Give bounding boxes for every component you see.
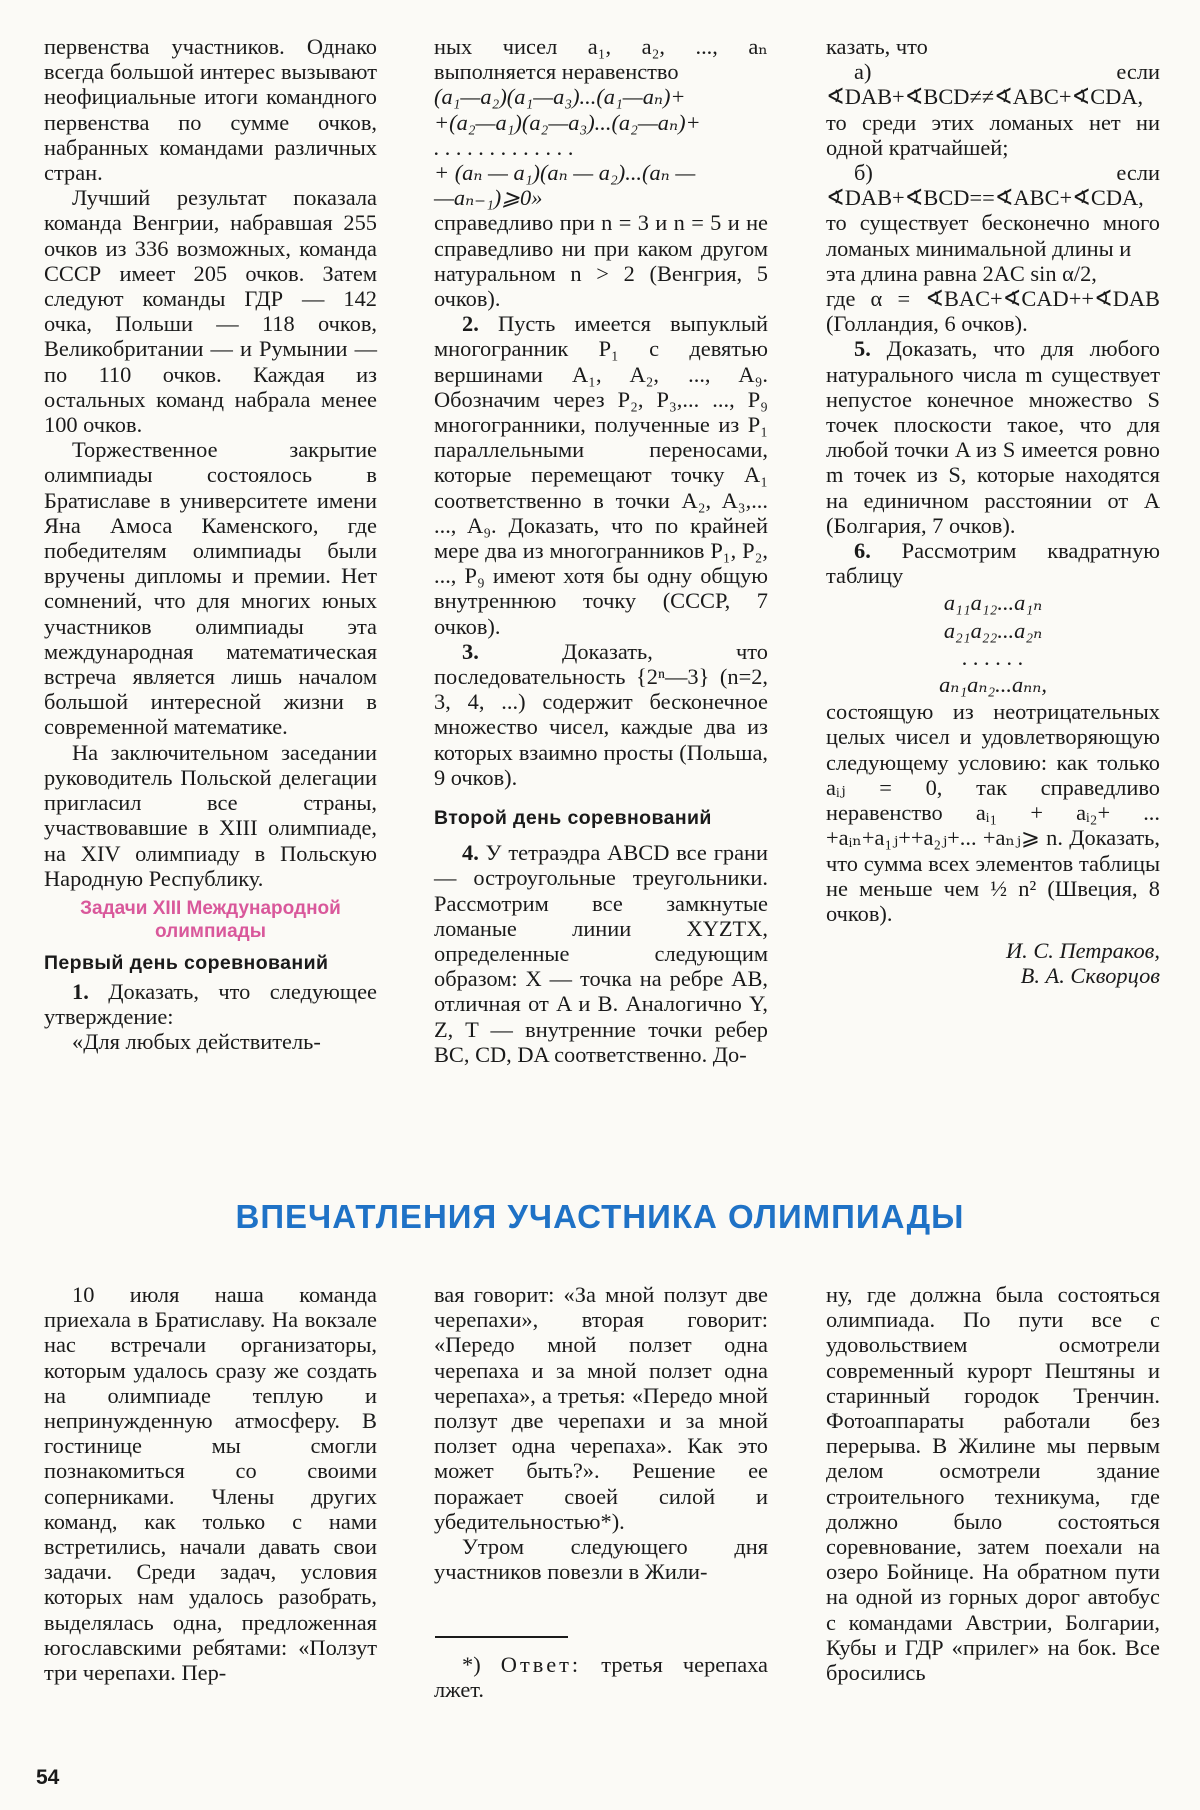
column-2 xyxy=(434,34,768,1067)
length-formula: эта длина равна 2AC sin α/2, xyxy=(826,260,1097,286)
footnote-divider xyxy=(435,1636,568,1638)
footnote-text: третья черепаха лжет. xyxy=(434,1652,768,1703)
paragraph: вая говорит: «За мной ползут две черепахи», вторая говорит: «Передо мной ползет одна черепаха и за мной ползет одна черепаха», а третья: «Передо мной ползут две черепахи и за мной ползет одна черепаха». Как это может быть?». Решение ее поражает своей силой и убедительностью*). xyxy=(434,1282,768,1534)
problem-number: 4. xyxy=(462,840,479,866)
article-column-1 xyxy=(44,1282,377,1685)
matrix-row: a₁₁a₁₂...a₁ₙ xyxy=(943,590,1043,616)
problem-text: Доказать, что для любого натурального числа m существует непустое конечное множество S точек плоскости такое, что для любой точки A из S имеется ровно m точек из S, которые находятся на единичном расстоянии от A (Болгария, 7 очков). xyxy=(826,336,1160,538)
day-heading: Второй день соревнований xyxy=(434,807,712,830)
paragraph: 10 июля наша команда приехала в Братиславу. На вокзале нас встречали организаторы, которым удалось сразу же создать на олимпиаде теплую и непринужденную атмосферу. В гостинице мы смогли познакомиться со своими соперниками. Члены других команд, как только с нами встретились, начали давать свои задачи. Среди задач, условия которых нам удалось разобрать, выделялась одна, предложенная югославскими ребятами: «Ползут три черепахи. Пер- xyxy=(44,1282,377,1686)
problem-1-end: справедливо при n = 3 и n = 5 и не справедливо ни при каком другом натуральном n > 2 (Венгрия, 5 очков). xyxy=(434,210,768,312)
paragraph: ну, где должна была состояться олимпиада. По пути все с удовольствием осмотрели современный курорт Пештяны и старинный городок Тренчин. Фотоаппараты работали без перерыва. В Жилине мы первым делом осмотрели здание строительного техникума, где должно было состояться соревнование, затем поехали на озеро Бойнице. На обратном пути на одной из горных дорог автобус с командами Австрии, Болгарии, Кубы и ГДР «прилег» на бок. Все бросились xyxy=(826,1282,1160,1686)
problem-text: Доказать, что следующее утверждение: xyxy=(44,978,377,1030)
equation-line: . . . . . . . . . . . . . xyxy=(434,134,574,160)
problem-4-case-b: б) если ∢DAB+∢BCD==∢ABC+∢CDA, то существует бесконечно много ломаных минимальной длины и xyxy=(826,160,1160,261)
problem-1-continued: ных чисел a₁, a₂, ..., aₙ выполняется неравенство xyxy=(434,34,768,85)
paragraph: Торжественное закрытие олимпиады состоялось в Братиславе в университете имени Яна Амоса Каменского, где победителям олимпиады были вручены дипломы и премии. Нет сомнений, что для многих юных участников олимпиады эта международная математическая встреча является лишь началом большой интересной жизни в современной математике. xyxy=(44,437,377,740)
angle-definition: где α = ∢BAC+∢CAD++∢DAB (Голландия, 6 очков). xyxy=(826,286,1160,337)
article-title: ВПЕЧАТЛЕНИЯ УЧАСТНИКА ОЛИМПИАДЫ xyxy=(235,1198,965,1235)
paragraph: Лучший результат показала команда Венгрии, набравшая 255 очков из 336 возможных, команда СССР имеет 205 очков. Затем следуют команды ГДР — 142 очка, Польши — 118 очков, Великобритании — и Румынии — по 110 очков. Каждая из остальных команд набрала менее 100 очков. xyxy=(44,185,377,438)
problem-6 xyxy=(826,538,1160,588)
problem-number: 3. xyxy=(462,638,479,664)
problem-4-continued: казать, что xyxy=(826,34,928,59)
matrix-row: aₙ₁aₙ₂...aₙₙ, xyxy=(939,672,1047,698)
problem-number: 2. xyxy=(462,311,479,337)
footnote xyxy=(434,1652,768,1702)
day-heading: Первый день соревнований xyxy=(44,951,329,974)
problem-text: Рассмотрим квадратную таблицу xyxy=(826,538,1160,589)
column-1 xyxy=(44,34,377,1055)
footnote-mark: *) xyxy=(462,1652,501,1677)
problem-number: 5. xyxy=(854,336,871,362)
equation-line: +(a₂—a₁)(a₂—a₃)...(a₂—aₙ)+ xyxy=(434,109,701,135)
equation-line: —aₙ₋₁)⩾0» xyxy=(434,185,543,211)
matrix-row: a₂₁a₂₂...a₂ₙ xyxy=(943,617,1043,643)
paragraph: Утром следующего дня участников повезли в Жили- xyxy=(434,1534,768,1585)
problem-text: У тетраэдра ABCD все грани — остроугольные треугольники. Рассмотрим все замкнутые ломаные линии XYZTX, определенные следующим образом: X — точка на ребре AB, отличная от A и B. Аналогично Y, Z, T — внутренние точки ребер BC, CD, DA соответственно. До- xyxy=(434,840,768,1067)
problem-2 xyxy=(434,311,768,639)
section-heading: Задачи XIII Международной олимпиады xyxy=(80,897,341,942)
problem-4 xyxy=(434,840,768,1067)
problem-1 xyxy=(44,979,377,1029)
problem-6-continued: состоящую из неотрицательных целых чисел и удовлетворяющую следующему условию: как только aᵢⱼ = 0, так справедливо неравенство aᵢ₁ + aᵢ₂+ ... +aᵢₙ+a₁ⱼ++a₂ⱼ+... +aₙⱼ⩾ n. Доказать, что сумма всех элементов таблицы не меньше чем ½ n² (Швеция, 8 очков). xyxy=(826,699,1160,926)
author-signature: И. С. Петраков, xyxy=(1005,938,1160,964)
problem-number: 1. xyxy=(72,978,89,1004)
author-signature: В. А. Скворцов xyxy=(1020,963,1160,989)
problem-number: 6. xyxy=(854,538,871,564)
problem-1-quote: «Для любых действитель- xyxy=(72,1029,321,1055)
matrix-row: . . . . . . xyxy=(962,644,1024,670)
footnote-label: Ответ: xyxy=(500,1652,582,1677)
column-3 xyxy=(826,34,1160,989)
article-column-2 xyxy=(434,1282,768,1703)
problem-text: Доказать, что последовательность {2ⁿ—3} (n=2, 3, 4, ...) содержит бесконечное множество чисел, каждые два из которых взаимно просты (Польша, 9 очков). xyxy=(434,638,768,790)
problem-5 xyxy=(826,336,1160,538)
paragraph: первенства участников. Однако всегда большой интерес вызывают неофициальные итоги командного первенства по сумме очков, набранных командами различных стран. xyxy=(44,34,377,186)
paragraph: На заключительном заседании руководитель Польской делегации пригласил все страны, участвовавшие в XIII олимпиаде, на XIV олимпиаду в Польскую Народную Республику. xyxy=(44,739,377,891)
problem-3 xyxy=(434,639,768,790)
equation-line: (a₁—a₂)(a₁—a₃)...(a₁—aₙ)+ xyxy=(434,84,686,110)
problem-text: Пусть имеется выпуклый многогранник P₁ с девятью вершинами A₁, A₂, ..., A₉. Обозначим через P₂, P₃,... ..., P₉ многогранники, полученные из P₁ параллельными переносами, которые перемещают точку A₁ соответственно в точки A₂, A₃,... ..., A₉. Доказать, что по крайней мере два из многогранников P₁, P₂, ..., P₉ имеют хотя бы одну общую внутреннюю точку (СССР, 7 очков). xyxy=(434,311,768,639)
page-number: 54 xyxy=(36,1766,60,1789)
problem-4-case-a: а) если ∢DAB+∢BCD≠≠∢ABC+∢CDA, то среди этих ломаных нет ни одной кратчайшей; xyxy=(826,59,1160,160)
equation-line: + (aₙ — a₁)(aₙ — a₂)...(aₙ — xyxy=(434,160,696,186)
article-column-3 xyxy=(826,1282,1160,1685)
